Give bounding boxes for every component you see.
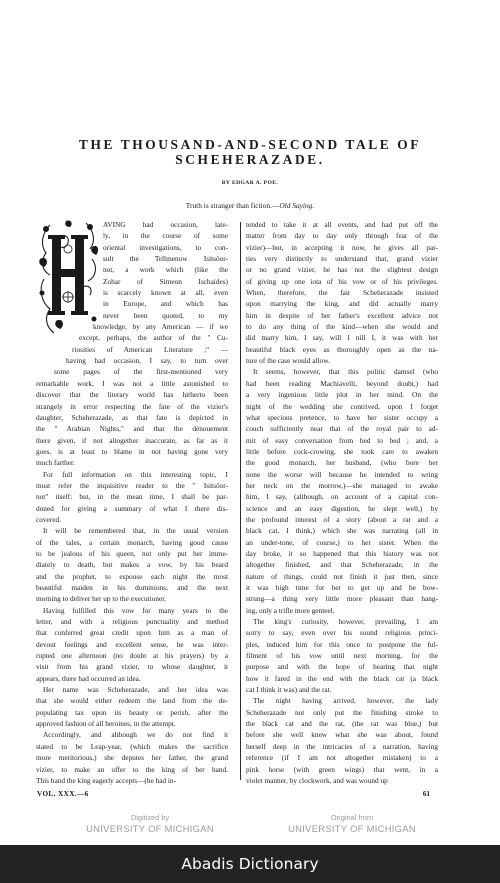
left-column-line: devout feelings and excellent sense, he was inter- <box>36 639 228 649</box>
left-column-line: not, a work which (like the <box>103 265 228 275</box>
right-column-line: none the worse will because he intended to wring <box>246 469 438 479</box>
epigraph-text: Truth is stranger than fiction.— <box>185 201 280 210</box>
right-column-line: did marry him, I say, will I nill I, it was with her <box>246 333 438 343</box>
right-column-line: strung—a thing very little more pleasant than hang- <box>246 594 438 604</box>
left-column-line: that conferred great credit upon him as a man of <box>36 628 228 638</box>
left-column-line: visit from his grand vizier, to whose daughter, it <box>36 662 228 672</box>
right-column-line: what specious pretence, to have her sister occupy a <box>246 412 438 422</box>
right-column-line: altogether finished, and that Scheherazade, in the <box>246 560 438 570</box>
right-column-line: vizier)—but, in accepting it now, he gives all par- <box>246 242 438 252</box>
left-column-line: knowledge, by any American — if we <box>93 322 228 332</box>
right-column-line: couch sufficiently near that of the royal pair to ad- <box>246 424 438 434</box>
page-number: 61 <box>422 790 430 798</box>
site-banner[interactable] <box>0 845 500 883</box>
right-column-line: an under-tone, of course,) to her sister. When the <box>246 537 438 547</box>
right-column-line: science and an easy digestion, he slept well,) by <box>246 503 438 513</box>
left-column-line: diately to death, but makes a vow, by his beard <box>36 560 228 570</box>
right-column-line: pink horse (with green wings) that went, in a <box>246 764 438 774</box>
right-column-text <box>246 219 438 786</box>
right-column <box>246 219 438 786</box>
right-column-line: him in despite of her father's excellent advice not <box>246 310 438 320</box>
original-from-institution: UNIVERSITY OF MICHIGAN <box>288 823 416 834</box>
right-column-line: matter from day to day only through fear of the <box>246 231 438 241</box>
left-column-line: populating tax upon its beauty or perish, after the <box>36 707 228 717</box>
ornate-drop-cap-icon <box>36 219 100 339</box>
left-column-line: daughter, Scheherazade, as that fate is depicted in <box>36 412 228 422</box>
left-column-line: not" itself: but, in the mean time, I shall be par- <box>36 492 228 502</box>
right-column-line: black cat, I think,) which she was narrating (all in <box>246 526 438 536</box>
left-column-line: Zohar of Simeon Ischaides) <box>103 276 228 286</box>
digitized-by-institution: UNIVERSITY OF MICHIGAN <box>86 823 214 834</box>
original-from-label: Original from <box>330 813 374 822</box>
left-column-line: discover that the literary world has hitherto been <box>36 390 228 400</box>
right-column-line: The night having arrived, however, the lady <box>253 696 438 706</box>
left-column-line: appears, there had occurred an idea. <box>36 673 141 683</box>
left-column-line: to be jealous of his queen, not only put her imme- <box>36 548 228 558</box>
left-column-line: some pages of the first-mentioned very <box>54 367 228 377</box>
left-column-line: morning to deliver her up to the executioner. <box>36 594 167 604</box>
right-column-line: ing, only a trifle more genteel. <box>246 605 335 615</box>
left-column-line: except, perhaps, the author of the " Cu- <box>79 333 228 343</box>
left-column-line: sult the Tellmenow Isitsöor- <box>103 254 228 264</box>
digitized-by-watermark <box>60 813 240 835</box>
right-column-line: tended to take it at all events, and had put off the <box>246 220 438 229</box>
right-column-line: to do any thing of the kind—when she would and <box>246 322 438 332</box>
left-column-line: in Europe, and which has <box>103 299 228 309</box>
left-column-line: must refer the inquisitive reader to the " Isitsöor- <box>36 480 228 490</box>
left-column-line: Accordingly, and although we do not find it <box>43 730 228 740</box>
left-column-line: Her name was Scheherazade, and her idea was <box>43 685 228 695</box>
right-column-line: nature of things, could not finish it just then, since <box>246 571 438 581</box>
left-column-line: stated to be Leap-year, (which makes the sacrifice <box>36 741 228 751</box>
volume-footer: VOL. XXX.—6 <box>37 790 89 798</box>
right-column-line: The king's curiosity, however, prevailing, I am <box>253 617 438 627</box>
left-column-line: more meritorious,) she deputes her father, the grand <box>36 753 228 763</box>
left-column-line: much farther. <box>36 458 75 468</box>
left-column-line: For full information on this interesting topic, I <box>43 469 228 479</box>
right-column-line: filment of his vow until next morning, for the <box>246 651 438 661</box>
left-column-line: goes, is at least to blame in not having gone very <box>36 446 228 456</box>
right-column-line: it was high time for her to get up and be bow- <box>246 583 438 592</box>
left-column-line: beautiful maiden in his dominions, and the next <box>36 583 228 592</box>
right-column-line: cat I think it was) and the rat. <box>246 685 332 695</box>
right-column-line: the profound interest of a story (about a rat and a <box>246 514 438 524</box>
right-column-line: little before cock-crowing, she took care to awaken <box>246 446 438 456</box>
right-column-line: had been reading Machiavelli, beyond doubt,) had <box>246 378 438 388</box>
right-column-line: purpose and with the hope of hearing that night <box>246 662 438 672</box>
left-column-line: rupted one afternoon (no doubt at his prayers) by a <box>36 651 228 661</box>
right-column-line: beautiful black eyes as thoroughly open as the na- <box>246 344 438 354</box>
byline: BY EDGAR A. POE. <box>221 180 279 186</box>
right-column-line: herself deep in the intricacies of a narration, having <box>246 741 438 751</box>
right-column-line: mit of easy conversation from bed to bed ; and, a <box>246 435 438 445</box>
left-column-line: and the prophet, to espouse each night the most <box>36 571 228 581</box>
left-column-line: doned for giving a summary of what I there dis- <box>36 503 228 513</box>
right-column-line: sorry to say, even over his sound religious princi- <box>246 628 438 638</box>
left-column-line: that she would either redeem the land from the de- <box>36 696 228 706</box>
right-column-line: of giving up one iota of his vow or of his privileges. <box>246 276 438 286</box>
right-column-line: how it fared in the end with the black cat (a black <box>246 673 438 683</box>
left-column-line: oriental investigations, to con- <box>103 242 228 252</box>
left-column-line: remarkable work, I was not a little astonished to <box>36 378 228 388</box>
left-column-line: having had occasion, I say, to turn over <box>66 356 228 366</box>
right-column-line: violet manner, by clockwork, and was wound up <box>246 775 388 785</box>
article-title-line1: THE THOUSAND-AND-SECOND TALE OF <box>78 137 422 152</box>
right-column-line: It seems, however, that this politic damsel (who <box>253 367 438 377</box>
site-banner-title[interactable]: Abadis Dictionary <box>181 855 319 873</box>
left-column-line: covered. <box>36 514 61 524</box>
right-column-line: the good monarch, her husband, (who bore her <box>246 458 438 468</box>
right-column-line: reference (if I am not altogether mistaken) to a <box>246 753 438 763</box>
epigraph <box>0 201 500 210</box>
left-column-line: letter, and with a religious punctuality and method <box>36 617 228 627</box>
left-column-line: the " Arabian Nights," and that the dénouement <box>36 424 228 434</box>
left-column-line: This hand the king eagerly accepts—(he had in- <box>36 775 177 785</box>
right-column-line: or no grand vizier, he has not the slightest design <box>246 265 438 275</box>
left-column-line: there given, if not altogether inaccurate, as far as it <box>36 435 228 445</box>
right-column-line: a very ingenious little plot in her mind. On the <box>246 390 438 400</box>
right-column-line: day broke, it so happened that this history was not <box>246 548 438 558</box>
left-column-line: approved fashion of all heroines, in the attempt. <box>36 719 176 729</box>
left-column-line: of the tales, a certain monarch, having good cause <box>36 537 228 547</box>
right-column-line: Scheherazade not only put the finishing stroke to <box>246 707 438 717</box>
left-column <box>36 219 228 786</box>
left-column-line: riosities of American Literature ;" — <box>72 344 228 354</box>
left-column-line: never been quoted, to my <box>103 310 228 320</box>
right-column-line: her neck on the morrow,)—she managed to awake <box>246 480 438 490</box>
right-column-line: When, therefore, the fair Scheherazade insisted <box>246 288 438 298</box>
article-title-line2: SCHEHERAZADE. <box>175 152 325 167</box>
left-column-line: is scarcely known at all, even <box>103 288 228 298</box>
digitized-by-label: Digitized by <box>130 813 170 822</box>
column-divider <box>240 222 241 780</box>
right-column-line: him, I say, (although, on account of a capital con- <box>246 492 438 502</box>
right-column-line: upon marrying the king, and did actually marry <box>246 299 438 309</box>
left-column-line: Having fulfilled this vow for many years to the <box>43 605 228 615</box>
left-column-line: vizier, to make an offer to the king of her hand. <box>36 764 228 774</box>
left-column-line: It will be remembered that, in the usual version <box>43 526 228 536</box>
right-column-line: ples, induced him for this once to postpone the ful- <box>246 639 438 649</box>
right-column-line: before she well knew what she was about, found <box>246 730 438 740</box>
right-column-line: ture of the case would allow. <box>246 356 330 366</box>
left-column-line: strangely in error respecting the fate of the vizier's <box>36 401 228 411</box>
left-column-line: ly, in the course of some <box>103 231 228 241</box>
left-column-line: AVING had occasion, late- <box>103 220 228 229</box>
epigraph-source: Old Saying. <box>279 201 315 210</box>
right-column-line: the black cat and the rat, (the rat was blue,) but <box>246 719 438 729</box>
right-column-line: ties very distinctly to understand that, grand vizier <box>246 254 438 264</box>
original-from-watermark <box>262 813 442 835</box>
right-column-line: night of the wedding she contrived, upon I forget <box>246 401 438 411</box>
